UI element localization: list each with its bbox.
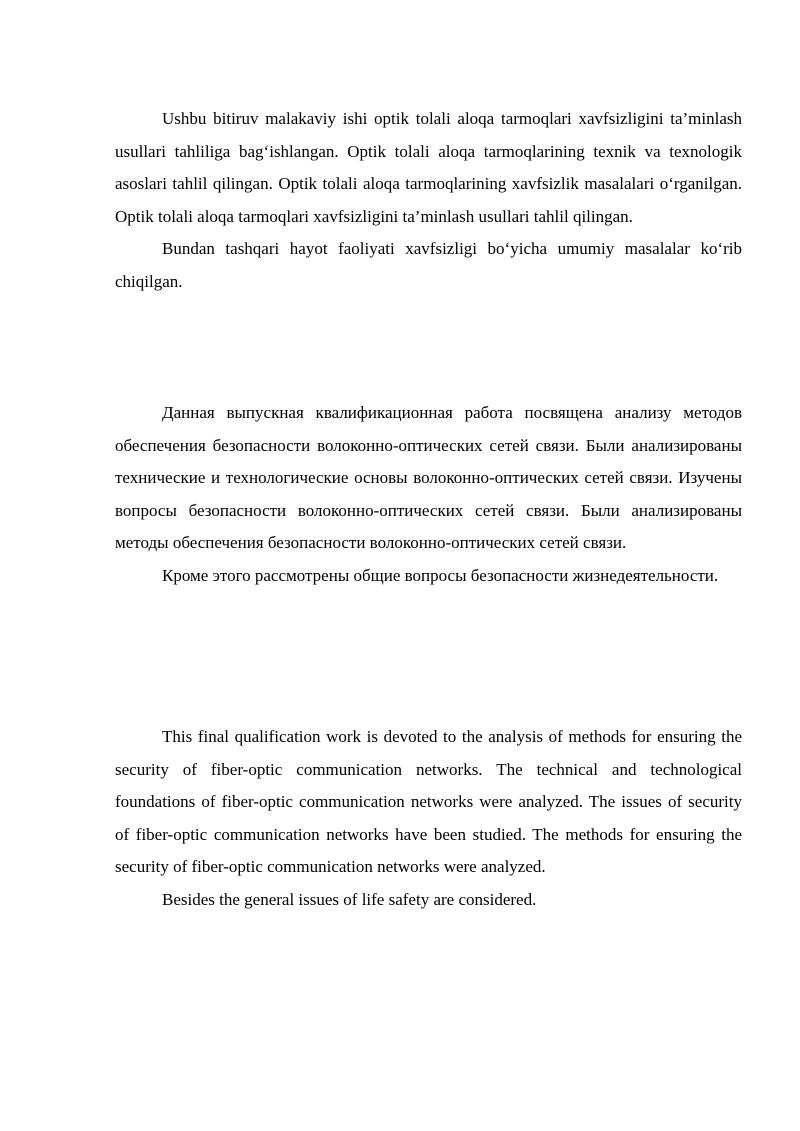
abstract-russian-paragraph-2: Кроме этого рассмотрены общие вопросы безопасности жизнедеятельности. bbox=[162, 565, 719, 585]
abstract-uzbek-paragraph-1: Ushbu bitiruv malakaviy ishi optik tolali aloqa tarmoqlari xavfsizligini ta’minlash usullari tahliliga bag‘ishlangan. Optik tolali aloqa tarmoqlarining texnik va texnologik asoslari tahlil qilingan. Optik tolali aloqa tarmoqlarining xavfsizlik masalalari o‘rganilgan. Optik tolali aloqa tarmoqlari xavfsizligini ta’minlash usullari tahlil qilingan. bbox=[115, 109, 742, 226]
abstract-russian-paragraph-1: Данная выпускная квалификационная работа посвящена анализу методов обеспечения безопасности волоконно-оптических сетей связи. Были анализированы технические и технологические основы волоконно-оптических сетей связи. Изучены вопросы безопасности волоконно-оптических сетей связи. Были анализированы методы обеспечения безопасности волоконно-оптических сетей связи. bbox=[115, 403, 742, 553]
abstract-english-paragraph-2: Besides the general issues of life safety are considered. bbox=[162, 889, 537, 909]
abstract-english bbox=[115, 721, 742, 917]
abstract-uzbek-paragraph-2: Bundan tashqari hayot faoliyati xavfsizligi bo‘yicha umumiy masalalar ko‘rib chiqilgan. bbox=[115, 239, 742, 291]
abstract-uzbek bbox=[115, 103, 742, 299]
abstract-english-paragraph-1: This final qualification work is devoted to the analysis of methods for ensuring the security of fiber-optic communication networks. The technical and technological foundations of fiber-optic communication networks were analyzed. The issues of security of fiber-optic communication networks have been studied. The methods for ensuring the security of fiber-optic communication networks were analyzed. bbox=[115, 727, 742, 877]
abstract-russian bbox=[115, 397, 742, 593]
